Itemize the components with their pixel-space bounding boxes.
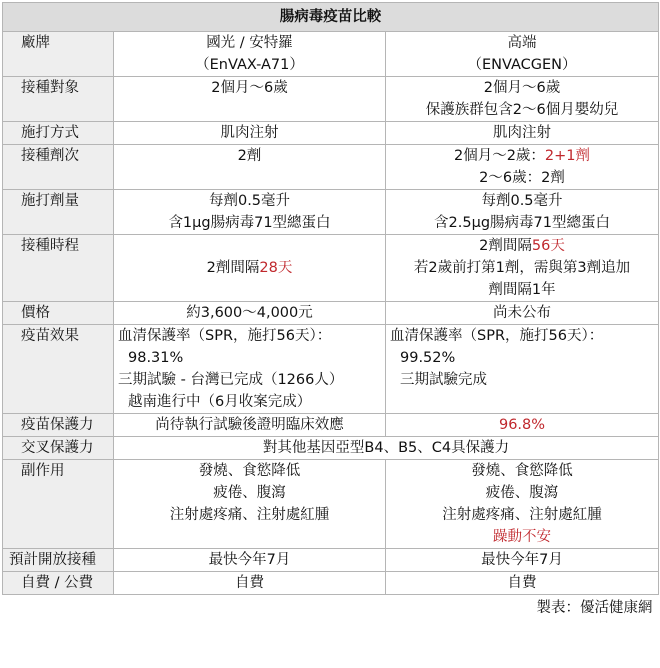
side-effects-col1-line3: 注射處疼痛、注射處紅腫 — [169, 507, 330, 523]
doses-col2-highlight: 2+1劑 — [544, 148, 591, 164]
schedule-col2-line3: 劑間隔1年 — [488, 282, 556, 298]
table-row — [3, 325, 659, 414]
brand-col1-code: （EnVAX-A71） — [195, 57, 304, 73]
doses-col2-line1 — [390, 145, 654, 167]
target-cell-col2 — [386, 77, 659, 122]
schedule-cell-col2 — [386, 235, 659, 302]
dosage-col2-line1: 每劑0.5毫升 — [481, 193, 563, 209]
row-label-protection: 疫苗保護力 — [3, 414, 114, 437]
efficacy-col1-line4: 越南進行中（6月收案完成） — [128, 394, 312, 410]
brand-col1-name: 國光 / 安特羅 — [206, 35, 293, 51]
efficacy-col1-line3: 三期試驗 - 台灣已完成（1266人） — [118, 372, 344, 388]
schedule-col2-highlight: 56天 — [531, 238, 565, 254]
efficacy-col2-line1: 血清保護率（SPR，施打56天）： — [390, 328, 604, 344]
brand-col2-code: （ENVACGEN） — [467, 57, 577, 73]
efficacy-col2-line3: 三期試驗完成 — [400, 372, 487, 388]
target-col2-line2: 保護族群包含2～6個月嬰幼兒 — [425, 102, 619, 118]
dosage-cell-col1 — [114, 190, 386, 235]
side-effects-col2-line3: 注射處疼痛、注射處紅腫 — [442, 507, 602, 523]
schedule-col1-highlight: 28天 — [259, 260, 293, 276]
schedule-col2-line1 — [390, 235, 654, 257]
row-label-target: 接種對象 — [3, 77, 114, 122]
table-row — [3, 32, 659, 77]
efficacy-cell-col1 — [114, 325, 386, 414]
brand-cell-col1 — [114, 32, 386, 77]
brand-col2-name: 高端 — [507, 35, 537, 51]
cross-merged: 對其他基因亞型B4、B5、C4具保護力 — [114, 437, 659, 460]
doses-col1: 2劑 — [114, 145, 386, 190]
dosage-cell-col2 — [386, 190, 659, 235]
target-cell-col1 — [114, 77, 386, 122]
target-col2-line1: 2個月～6歲 — [483, 80, 561, 96]
row-label-open-date: 預計開放接種 — [3, 549, 114, 572]
brand-cell-col2 — [386, 32, 659, 77]
title-row — [3, 3, 659, 32]
dosage-col1-line1: 每劑0.5毫升 — [208, 193, 291, 209]
side-effects-col1-line2: 疲倦、腹瀉 — [213, 485, 286, 501]
efficacy-col1-line2: 98.31% — [128, 350, 184, 366]
doses-col2-line2: 2～6歲：2劑 — [479, 170, 565, 186]
efficacy-cell-col2 — [386, 325, 659, 414]
footer-row — [3, 595, 659, 622]
efficacy-col2-line2: 99.52% — [400, 350, 456, 366]
row-label-cross: 交叉保護力 — [3, 437, 114, 460]
method-col2: 肌肉注射 — [386, 122, 659, 145]
table-row — [3, 302, 659, 325]
table-row — [3, 235, 659, 302]
table-row — [3, 122, 659, 145]
efficacy-col1-line1: 血清保護率（SPR，施打56天）： — [118, 328, 332, 344]
side-effects-col2-extra: 躁動不安 — [493, 529, 551, 545]
open-date-col1: 最快今年7月 — [114, 549, 386, 572]
dosage-col1-line2: 含1μg腸病毒71型總蛋白 — [168, 215, 331, 231]
schedule-col1-prefix: 2劑間隔 — [206, 260, 260, 276]
table-row — [3, 549, 659, 572]
side-effects-cell-col2 — [386, 460, 659, 549]
row-label-price: 價格 — [3, 302, 114, 325]
payment-col2: 自費 — [386, 572, 659, 595]
row-label-dosage: 施打劑量 — [3, 190, 114, 235]
table-row — [3, 437, 659, 460]
row-label-side-effects: 副作用 — [3, 460, 114, 549]
method-col1: 肌肉注射 — [114, 122, 386, 145]
table-row — [3, 145, 659, 190]
schedule-col2-prefix: 2劑間隔 — [479, 238, 532, 254]
row-label-schedule: 接種時程 — [3, 235, 114, 302]
table-row — [3, 572, 659, 595]
row-label-payment: 自費 / 公費 — [3, 572, 114, 595]
table-row — [3, 77, 659, 122]
target-col1-text: 2個月～6歲 — [211, 80, 288, 96]
price-col2: 尚未公布 — [386, 302, 659, 325]
side-effects-col2-line1: 發燒、食慾降低 — [471, 463, 573, 479]
schedule-cell-col1 — [114, 235, 386, 302]
vaccine-comparison-table — [2, 2, 659, 621]
doses-cell-col2 — [386, 145, 659, 190]
row-label-doses: 接種劑次 — [3, 145, 114, 190]
schedule-col2-line2: 若2歲前打第1劑，需與第3劑追加 — [413, 260, 631, 276]
table-footer-credit: 製表：優活健康網 — [536, 600, 653, 616]
price-col1: 約3,600～4,000元 — [114, 302, 386, 325]
side-effects-col2-line2: 疲倦、腹瀉 — [485, 485, 559, 501]
side-effects-cell-col1 — [114, 460, 386, 549]
side-effects-col1-line1: 發燒、食慾降低 — [198, 463, 301, 479]
protection-col1: 尚待執行試驗後證明臨床效應 — [114, 414, 386, 437]
protection-col2: 96.8% — [386, 414, 659, 437]
payment-col1: 自費 — [114, 572, 386, 595]
open-date-col2: 最快今年7月 — [386, 549, 659, 572]
table-row — [3, 414, 659, 437]
dosage-col2-line2: 含2.5μg腸病毒71型總蛋白 — [434, 215, 610, 231]
doses-col2-prefix: 2個月～2歲： — [453, 148, 545, 164]
row-label-efficacy: 疫苗效果 — [3, 325, 114, 414]
table-row — [3, 460, 659, 549]
table-row — [3, 190, 659, 235]
table-title: 腸病毒疫苗比較 — [3, 3, 659, 32]
row-label-method: 施打方式 — [3, 122, 114, 145]
row-label-brand: 廠牌 — [3, 32, 114, 77]
